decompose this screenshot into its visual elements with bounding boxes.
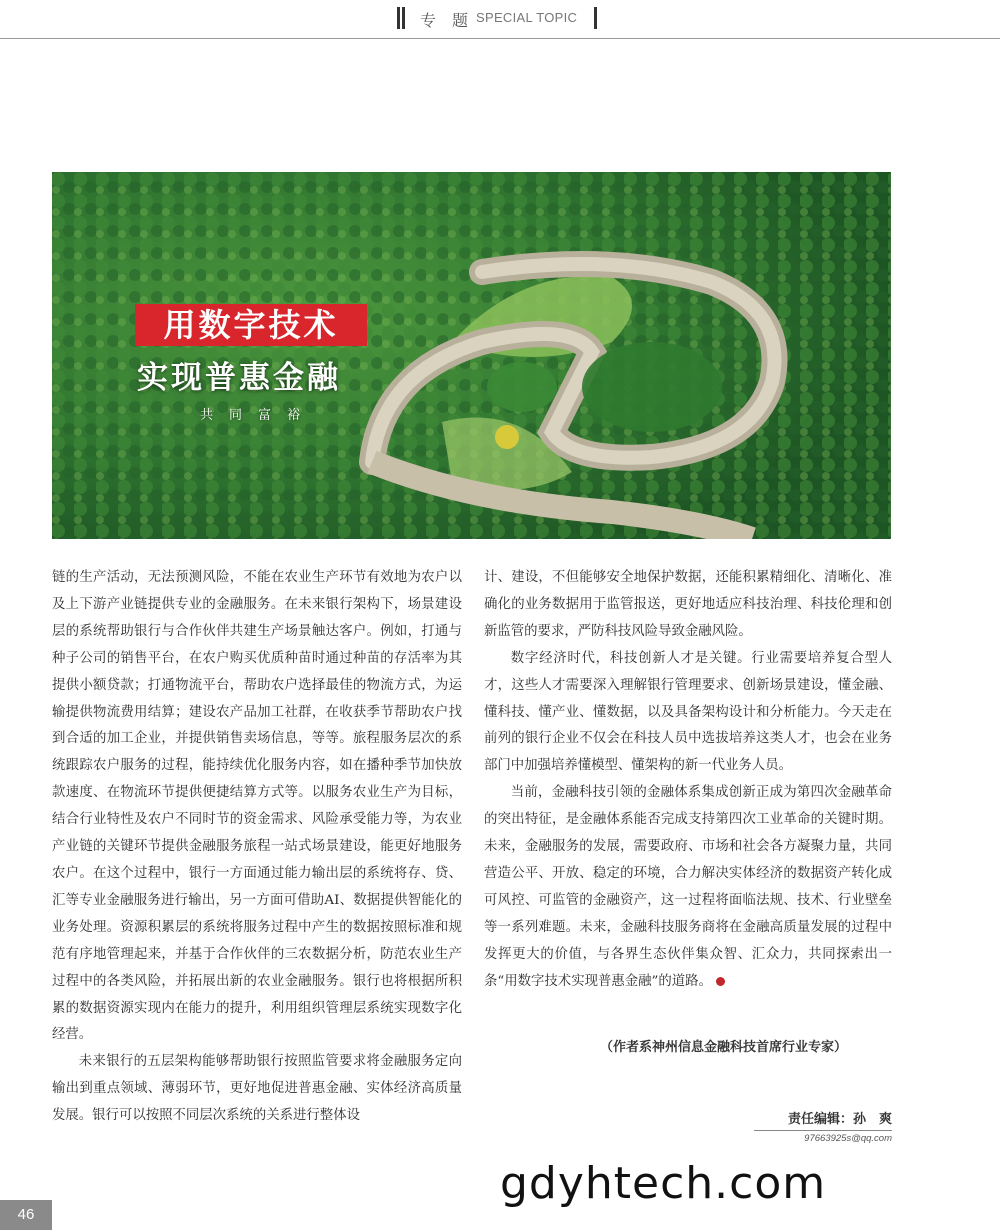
- author-note: （作者系神州信息金融科技首席行业专家）: [600, 1040, 848, 1055]
- end-mark-icon: [716, 977, 725, 986]
- hero-title-line2: 实现普惠金融: [137, 360, 341, 396]
- header-divider-left: [397, 7, 400, 29]
- hero-subtitle: 共同富裕: [200, 408, 317, 423]
- paragraph: 数字经济时代，科技创新人才是关键。行业需要培养复合型人才，这些人才需要深入理解银行管理要求、创新场景建设，懂金融、懂科技、懂产业、懂数据，以及具备架构设计和分析能力。今天走在前列的银行企业不仅会在科技人员中选拔培养这类人才，也会在业务部门中加强培养懂模型、懂架构的新一代业务人员。: [484, 650, 892, 774]
- paragraph-last: [484, 780, 892, 995]
- paragraph: 计、建设，不但能够安全地保护数据，还能积累精细化、清晰化、准确化的业务数据用于监管报送，更好地适应科技治理、科技伦理和创新监管的要求，严防科技风险导致金融风险。: [484, 570, 892, 639]
- article-column-left: [52, 565, 462, 1130]
- paragraph: 链的生产活动，无法预测风险，不能在农业生产环节有效地为农户以及上下游产业链提供专业的金融服务。在未来银行架构下，场景建设层的系统帮助银行与合作伙伴共建生产场景触达客户。例如，打通与种子公司的销售平台，在农户购买优质种苗时通过种苗的存活率为其提供小额贷款；打通物流平台，帮助农户选择最佳的物流方式，为运输提供物流费用结算；建设农产品加工社群，在收获季节帮助农户找到合适的加工企业，并提供销售卖场信息，等等。旅程服务层次的系统跟踪农户服务的过程，能持续优化服务内容，如在播种季节加快放款速度、在物流环节提供便捷结算方式等。以服务农业生产为目标，结合行业特性及农户不同时节的资金需求、风险承受能力等，为农业产业链的关键环节提供金融服务旅程一站式场景建设，能更好地服务农户。在这个过程中，银行一方面通过能力输出层的系统将存、贷、汇等专业金融服务进行输出，另一方面可借助AI、数据提供智能化的业务处理。资源积累层的系统将服务过程中产生的数据按照标准和规范有序地管理起来，并基于合作伙伴的三农数据分析，防范农业生产过程中的各类风险，并拓展出新的农业金融服务。银行也将根据所积累的数据资源实现内在能力的提升，利用组织管理层系统实现数字化经营。: [52, 570, 462, 1043]
- editor-email: 97663925s@qq.com: [804, 1133, 892, 1144]
- header-divider-left-2: [402, 7, 405, 29]
- header-divider-right: [594, 7, 597, 29]
- watermark: gdyhtech.com: [500, 1158, 827, 1209]
- paragraph-text: 当前，金融科技引领的金融体系集成创新正成为第四次金融革命的突出特征，是金融体系能否完成支持第四次工业革命的关键时期。未来，金融服务的发展，需要政府、市场和社会各方凝聚力量，共同营造公平、开放、稳定的环境，合力解决实体经济的数据资产转化成可风控、可监管的金融资产，这一过程将面临法规、技术、行业壁垒等一系列难题。未来，金融科技服务商将在金融高质量发展的过程中发挥更大的价值，与各界生态伙伴集众智、汇众力，共同探索出一条“用数字技术实现普惠金融”的道路。: [484, 785, 892, 989]
- editor-rule: [754, 1130, 892, 1131]
- section-title-cn: 专题: [420, 11, 485, 30]
- page-number: 46: [0, 1200, 52, 1230]
- page-header: [0, 0, 1000, 39]
- article-column-right: [484, 565, 892, 996]
- paragraph: 未来银行的五层架构能够帮助银行按照监管要求将金融服务定向输出到重点领域、薄弱环节，更好地促进普惠金融、实体经济高质量发展。银行可以按照不同层次系统的关系进行整体设: [52, 1054, 462, 1124]
- editor-credit: [754, 1108, 892, 1144]
- hero-title-line1: 用数字技术: [135, 304, 367, 346]
- section-title-en: SPECIAL TOPIC: [476, 10, 578, 25]
- hero-image: [52, 172, 891, 539]
- editor-name: 责任编辑：孙 爽: [787, 1112, 892, 1127]
